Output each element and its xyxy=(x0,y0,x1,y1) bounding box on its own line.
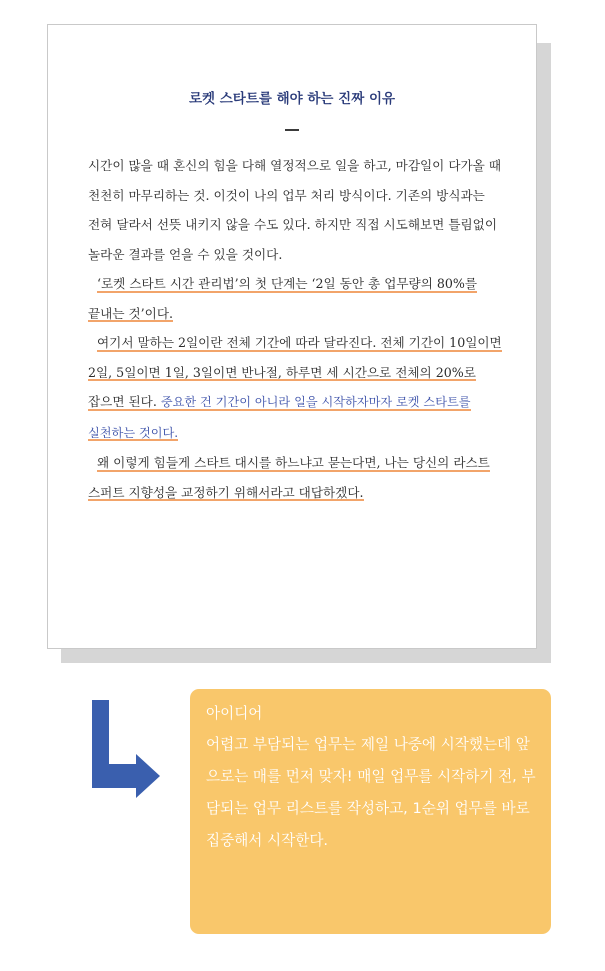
paragraph-3 xyxy=(88,328,506,448)
paragraph-4 xyxy=(88,448,506,507)
paragraph-1: 시간이 많을 때 혼신의 힘을 다해 열정적으로 일을 하고, 마감일이 다가올 때 천천히 마무리하는 것. 이것이 나의 업무 처리 방식이다. 기존의 방식과는 전혀 달라서 선뜻 내키지 않을 수도 있다. 하지만 직접 시도해보면 틀림없이 놀라운 결과를 얻을 수 있을 것이다. xyxy=(88,158,502,262)
paragraph-2 xyxy=(88,269,506,328)
emphasis-text: 중요한 건 기간이 아니라 일을 시작하자마자 로켓 스타트를 실천하는 것이다. xyxy=(88,395,471,443)
book-page xyxy=(47,24,537,649)
idea-text: 어렵고 부담되는 업무는 제일 나중에 시작했는데 앞으로는 매를 먼저 맞자! 매일 업무를 시작하기 전, 부담되는 업무 리스트를 작성하고, 1순위 업무를 바로 집중해서 시작한다. xyxy=(206,736,536,849)
down-right-elbow-arrow-icon xyxy=(92,700,164,800)
highlighted-text: 왜 이렇게 힘들게 스타트 대시를 하느냐고 묻는다면, 나는 당신의 라스트 스퍼트 지향성을 교정하기 위해서라고 대답하겠다. xyxy=(88,455,490,503)
page-title: 로켓 스타트를 해야 하는 진짜 이유 xyxy=(188,91,396,107)
highlighted-text: 여기서 말하는 2일이란 전체 기간에 따라 달라진다. 전체 기간이 10일이면 2일, 5일이면 1일, 3일이면 반나절, 하루면 세 시간으로 전체의 20%로 잡으면 된다. xyxy=(88,335,502,412)
idea-box xyxy=(190,689,551,934)
idea-heading: 아이디어 xyxy=(206,705,263,722)
title-divider xyxy=(285,129,299,131)
page-body xyxy=(88,151,506,507)
highlighted-text: ‘로켓 스타트 시간 관리법’의 첫 단계는 ‘2일 동안 총 업무량의 80%를 끝내는 것’이다. xyxy=(88,276,477,324)
